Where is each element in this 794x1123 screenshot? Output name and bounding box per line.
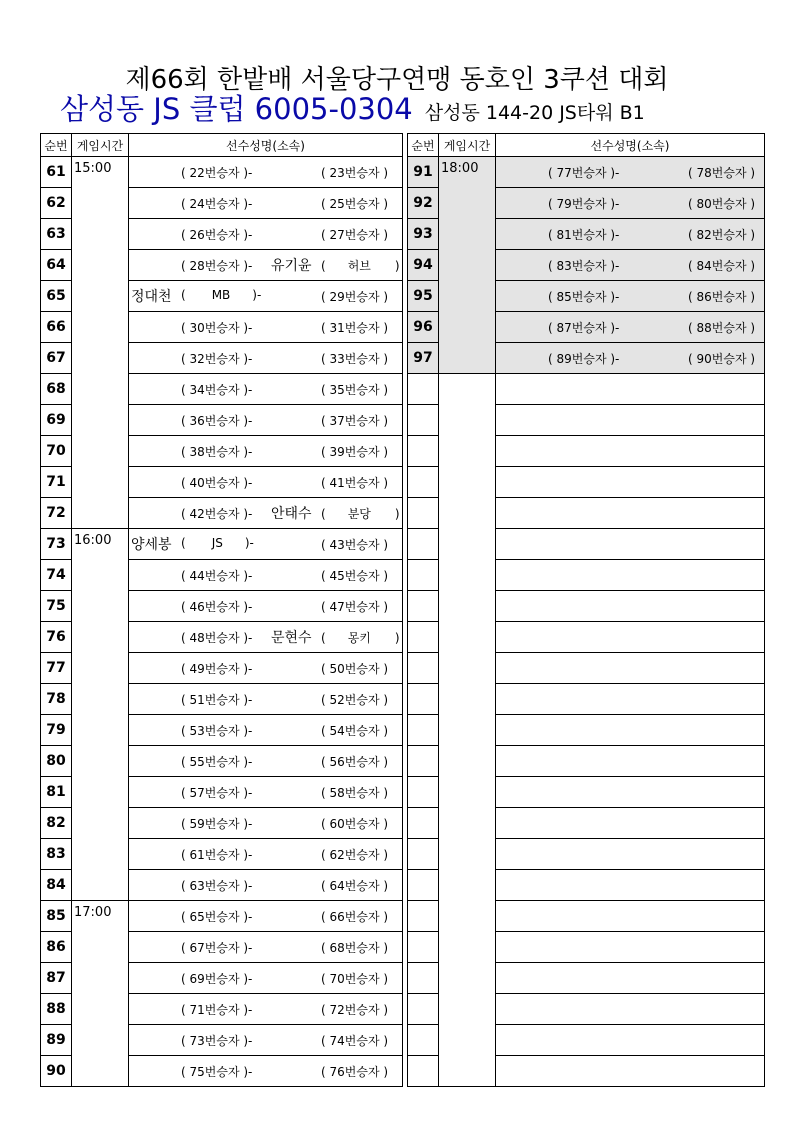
game-number [408,498,439,529]
player-1: ( 83번승자 )- [548,259,620,273]
player-1-name: 40번승자 [189,476,240,490]
game-number: 77 [41,653,72,684]
player-2: ( 23번승자 ) [321,166,389,180]
player-1-name: 71번승자 [189,1003,240,1017]
game-number: 71 [41,467,72,498]
player-2-name: 25번승자 [329,197,380,211]
player-1: ( 73번승자 )- [181,1034,253,1048]
game-number: 85 [41,901,72,932]
player-1-name: 85번승자 [556,290,607,304]
player-1: ( 46번승자 )- [181,600,253,614]
header-players: 선수성명(소속) [129,134,403,157]
header-no: 순번 [41,134,72,157]
player-2-name: 58번승자 [329,786,380,800]
match-players [129,591,403,622]
match-players [496,715,765,746]
match-players [129,901,403,932]
game-number [408,622,439,653]
match-players [496,436,765,467]
player-2: ( 37번승자 ) [321,414,389,428]
game-number: 70 [41,436,72,467]
player-2-name: 68번승자 [329,941,380,955]
player-2-club: ( 몽키 ) [321,631,400,645]
player-1: ( 44번승자 )- [181,569,253,583]
game-number: 68 [41,374,72,405]
player-1: ( 28번승자 )- [181,259,253,273]
player-2-name: 50번승자 [329,662,380,676]
player-2-name: 39번승자 [329,445,380,459]
game-number: 82 [41,808,72,839]
match-players [496,560,765,591]
player-2-name: 유기윤 [271,258,312,274]
player-2: ( 27번승자 ) [321,228,389,242]
player-1-name: 51번승자 [189,693,240,707]
game-number [408,901,439,932]
match-players [129,281,403,312]
match-players [496,591,765,622]
player-2: ( 35번승자 ) [321,383,389,397]
player-2-name: 31번승자 [329,321,380,335]
game-number [408,529,439,560]
player-2: ( 58번승자 ) [321,786,389,800]
match-players [129,219,403,250]
game-number [408,746,439,777]
match-players [129,188,403,219]
player-2-name: 47번승자 [329,600,380,614]
player-2: ( 88번승자 ) [688,321,756,335]
player-2-name: 88번승자 [696,321,747,335]
match-players [496,808,765,839]
player-1: ( 53번승자 )- [181,724,253,738]
game-number [408,1025,439,1056]
header-time: 게임시간 [439,134,496,157]
game-number [408,653,439,684]
header-no: 순번 [408,134,439,157]
player-2: ( 54번승자 ) [321,724,389,738]
player-2-name: 54번승자 [329,724,380,738]
player-1: ( 30번승자 )- [181,321,253,335]
game-number [408,405,439,436]
match-players [129,529,403,560]
player-2-name: 64번승자 [329,879,380,893]
player-1-name: 26번승자 [189,228,240,242]
player-2-name: 41번승자 [329,476,380,490]
game-number: 84 [41,870,72,901]
player-1: ( 40번승자 )- [181,476,253,490]
match-players [496,839,765,870]
match-players [496,1025,765,1056]
player-1-name: 63번승자 [189,879,240,893]
match-players [496,963,765,994]
player-1: ( 24번승자 )- [181,197,253,211]
player-1: ( 49번승자 )- [181,662,253,676]
game-number: 81 [41,777,72,808]
match-players [129,715,403,746]
player-2-name: 82번승자 [696,228,747,242]
game-time: 15:00 [72,157,129,529]
game-number: 80 [41,746,72,777]
player-2-affiliation: 몽키 [347,631,371,645]
game-number: 64 [41,250,72,281]
player-2-affiliation: 허브 [347,259,371,273]
match-players [129,250,403,281]
table-row [41,901,403,932]
player-1-name: 53번승자 [189,724,240,738]
player-1-name: 59번승자 [189,817,240,831]
match-players [129,312,403,343]
game-number: 97 [408,343,439,374]
player-2: ( 60번승자 ) [321,817,389,831]
match-players [129,870,403,901]
player-2-name: 78번승자 [696,166,747,180]
match-players [496,529,765,560]
game-number: 61 [41,157,72,188]
match-players [129,343,403,374]
player-1-name: 73번승자 [189,1034,240,1048]
player-1-name: 38번승자 [189,445,240,459]
match-players [129,560,403,591]
game-number: 88 [41,994,72,1025]
player-1: ( 38번승자 )- [181,445,253,459]
match-players [496,1056,765,1087]
player-1: ( 55번승자 )- [181,755,253,769]
subtitle [60,92,645,126]
game-number [408,839,439,870]
schedule-table-right [407,133,765,1087]
match-players [496,374,765,405]
player-2-name: 37번승자 [329,414,380,428]
player-1-name: 42번승자 [189,507,240,521]
match-players [496,312,765,343]
game-number [408,1056,439,1087]
player-1-name: 28번승자 [189,259,240,273]
match-players [496,622,765,653]
player-1-name: 83번승자 [556,259,607,273]
player-1-club: ( JS )- [181,536,254,550]
player-1-name: 79번승자 [556,197,607,211]
match-players [129,808,403,839]
player-2-name: 27번승자 [329,228,380,242]
player-2: ( 33번승자 ) [321,352,389,366]
match-players [129,963,403,994]
player-2-name: 23번승자 [329,166,380,180]
schedule-table-left [40,133,403,1087]
game-number: 95 [408,281,439,312]
player-2-name: 45번승자 [329,569,380,583]
player-2-name: 56번승자 [329,755,380,769]
player-1-affiliation: MB [211,288,231,302]
match-players [496,932,765,963]
player-2-club: ( 허브 ) [321,259,400,273]
match-players [496,901,765,932]
game-number: 91 [408,157,439,188]
match-players [496,777,765,808]
match-players [129,746,403,777]
player-1-name: 24번승자 [189,197,240,211]
player-1-name: 34번승자 [189,383,240,397]
player-1-name: 48번승자 [189,631,240,645]
player-1-name: 36번승자 [189,414,240,428]
game-number: 74 [41,560,72,591]
game-number: 93 [408,219,439,250]
table-row [41,529,403,560]
player-2: ( 90번승자 ) [688,352,756,366]
player-2: ( 31번승자 ) [321,321,389,335]
player-1-club: ( MB )- [181,288,262,302]
club-name: 삼성동 JS 클럽 6005-0304 [60,92,413,126]
player-1: ( 42번승자 )- [181,507,253,521]
match-players [129,157,403,188]
player-2-name: 62번승자 [329,848,380,862]
match-players [496,467,765,498]
game-number [408,467,439,498]
game-number: 69 [41,405,72,436]
player-2: ( 68번승자 ) [321,941,389,955]
match-players [129,467,403,498]
player-2-affiliation: 분당 [347,507,371,521]
match-players [496,870,765,901]
player-2: ( 52번승자 ) [321,693,389,707]
match-players [129,405,403,436]
player-1: ( 71번승자 )- [181,1003,253,1017]
player-2-name: 72번승자 [329,1003,380,1017]
player-2: ( 80번승자 ) [688,197,756,211]
player-1-name: 75번승자 [189,1065,240,1079]
game-time: 17:00 [72,901,129,1087]
player-2-name: 60번승자 [329,817,380,831]
game-number [408,374,439,405]
player-1-name: 49번승자 [189,662,240,676]
match-players [129,839,403,870]
player-2-name: 80번승자 [696,197,747,211]
player-2-name: 문현수 [271,630,312,646]
match-players [129,653,403,684]
game-time: 16:00 [72,529,129,901]
player-2: ( 50번승자 ) [321,662,389,676]
game-number [408,591,439,622]
player-1: ( 81번승자 )- [548,228,620,242]
game-number: 63 [41,219,72,250]
player-2: ( 72번승자 ) [321,1003,389,1017]
player-1: ( 75번승자 )- [181,1065,253,1079]
table-row [408,374,765,405]
match-players [496,343,765,374]
player-2-name: 52번승자 [329,693,380,707]
game-number [408,932,439,963]
player-2: ( 86번승자 ) [688,290,756,304]
player-2: ( 29번승자 ) [321,290,389,304]
player-1: ( 26번승자 )- [181,228,253,242]
game-number [408,963,439,994]
player-1: ( 63번승자 )- [181,879,253,893]
game-number: 86 [41,932,72,963]
player-1: ( 57번승자 )- [181,786,253,800]
match-players [496,994,765,1025]
match-players [129,1025,403,1056]
player-1-name: 57번승자 [189,786,240,800]
game-number: 79 [41,715,72,746]
match-players [129,777,403,808]
player-2-name: 29번승자 [329,290,380,304]
player-1-name: 46번승자 [189,600,240,614]
player-1: ( 85번승자 )- [548,290,620,304]
player-1: ( 32번승자 )- [181,352,253,366]
game-number: 62 [41,188,72,219]
player-1-name: 65번승자 [189,910,240,924]
match-players [496,157,765,188]
player-2: ( 66번승자 ) [321,910,389,924]
player-1: ( 87번승자 )- [548,321,620,335]
game-number [408,994,439,1025]
match-players [129,436,403,467]
header-time: 게임시간 [72,134,129,157]
match-players [129,374,403,405]
game-number: 76 [41,622,72,653]
player-1-name: 61번승자 [189,848,240,862]
player-2: ( 78번승자 ) [688,166,756,180]
player-1-name: 77번승자 [556,166,607,180]
player-1-name: 89번승자 [556,352,607,366]
match-players [496,219,765,250]
match-players [129,1056,403,1087]
game-number: 94 [408,250,439,281]
header-players: 선수성명(소속) [496,134,765,157]
club-address: 삼성동 144-20 JS타워 B1 [424,102,645,124]
match-players [496,188,765,219]
game-time [439,374,496,1087]
page-title: 제66회 한밭배 서울당구연맹 동호인 3쿠션 대회 [125,65,669,95]
player-2-name: 76번승자 [329,1065,380,1079]
game-number: 65 [41,281,72,312]
player-1: ( 77번승자 )- [548,166,620,180]
player-1-name: 양세봉 [131,537,172,553]
player-1-name: 44번승자 [189,569,240,583]
player-2: ( 82번승자 ) [688,228,756,242]
player-1-name: 30번승자 [189,321,240,335]
match-players [129,622,403,653]
player-1-name: 81번승자 [556,228,607,242]
match-players [129,994,403,1025]
table-row [41,157,403,188]
match-players [496,405,765,436]
player-1-name: 32번승자 [189,352,240,366]
game-number [408,560,439,591]
player-1: ( 89번승자 )- [548,352,620,366]
player-1: ( 79번승자 )- [548,197,620,211]
player-2-name: 84번승자 [696,259,747,273]
player-2: ( 76번승자 ) [321,1065,389,1079]
player-1: ( 69번승자 )- [181,972,253,986]
player-1-affiliation: JS [211,536,223,550]
game-number: 87 [41,963,72,994]
player-2: ( 56번승자 ) [321,755,389,769]
player-2-name: 35번승자 [329,383,380,397]
player-1-name: 22번승자 [189,166,240,180]
player-1-name: 정대천 [131,289,172,305]
player-2: ( 43번승자 ) [321,538,389,552]
game-number [408,684,439,715]
game-number [408,436,439,467]
match-players [129,498,403,529]
player-1-name: 69번승자 [189,972,240,986]
player-2-name: 33번승자 [329,352,380,366]
game-number: 66 [41,312,72,343]
player-2-name: 90번승자 [696,352,747,366]
match-players [496,653,765,684]
player-2: ( 45번승자 ) [321,569,389,583]
game-number [408,870,439,901]
player-1-name: 67번승자 [189,941,240,955]
player-2-name: 안태수 [271,506,312,522]
player-2: ( 74번승자 ) [321,1034,389,1048]
player-2: ( 39번승자 ) [321,445,389,459]
player-2: ( 64번승자 ) [321,879,389,893]
player-1: ( 22번승자 )- [181,166,253,180]
game-number: 92 [408,188,439,219]
match-players [129,932,403,963]
table-row [408,157,765,188]
player-1: ( 61번승자 )- [181,848,253,862]
player-2: ( 84번승자 ) [688,259,756,273]
player-2: ( 47번승자 ) [321,600,389,614]
game-number: 96 [408,312,439,343]
player-1: ( 36번승자 )- [181,414,253,428]
match-players [496,746,765,777]
player-2-name: 86번승자 [696,290,747,304]
game-time: 18:00 [439,157,496,374]
match-players [496,684,765,715]
game-number: 89 [41,1025,72,1056]
player-2: ( 25번승자 ) [321,197,389,211]
match-players [129,684,403,715]
game-number: 73 [41,529,72,560]
player-1: ( 59번승자 )- [181,817,253,831]
game-number: 72 [41,498,72,529]
game-number [408,777,439,808]
match-players [496,281,765,312]
player-2-name: 70번승자 [329,972,380,986]
player-2-name: 43번승자 [329,538,380,552]
game-number [408,715,439,746]
player-1: ( 65번승자 )- [181,910,253,924]
player-2: ( 41번승자 ) [321,476,389,490]
game-number: 67 [41,343,72,374]
game-number: 90 [41,1056,72,1087]
game-number: 83 [41,839,72,870]
player-1: ( 48번승자 )- [181,631,253,645]
player-1: ( 34번승자 )- [181,383,253,397]
game-number: 78 [41,684,72,715]
player-2-name: 66번승자 [329,910,380,924]
player-1: ( 67번승자 )- [181,941,253,955]
player-1: ( 51번승자 )- [181,693,253,707]
player-2: ( 62번승자 ) [321,848,389,862]
player-1-name: 87번승자 [556,321,607,335]
game-number: 75 [41,591,72,622]
player-2: ( 70번승자 ) [321,972,389,986]
player-2-name: 74번승자 [329,1034,380,1048]
match-players [496,498,765,529]
player-1-name: 55번승자 [189,755,240,769]
match-players [496,250,765,281]
player-2-club: ( 분당 ) [321,507,400,521]
game-number [408,808,439,839]
